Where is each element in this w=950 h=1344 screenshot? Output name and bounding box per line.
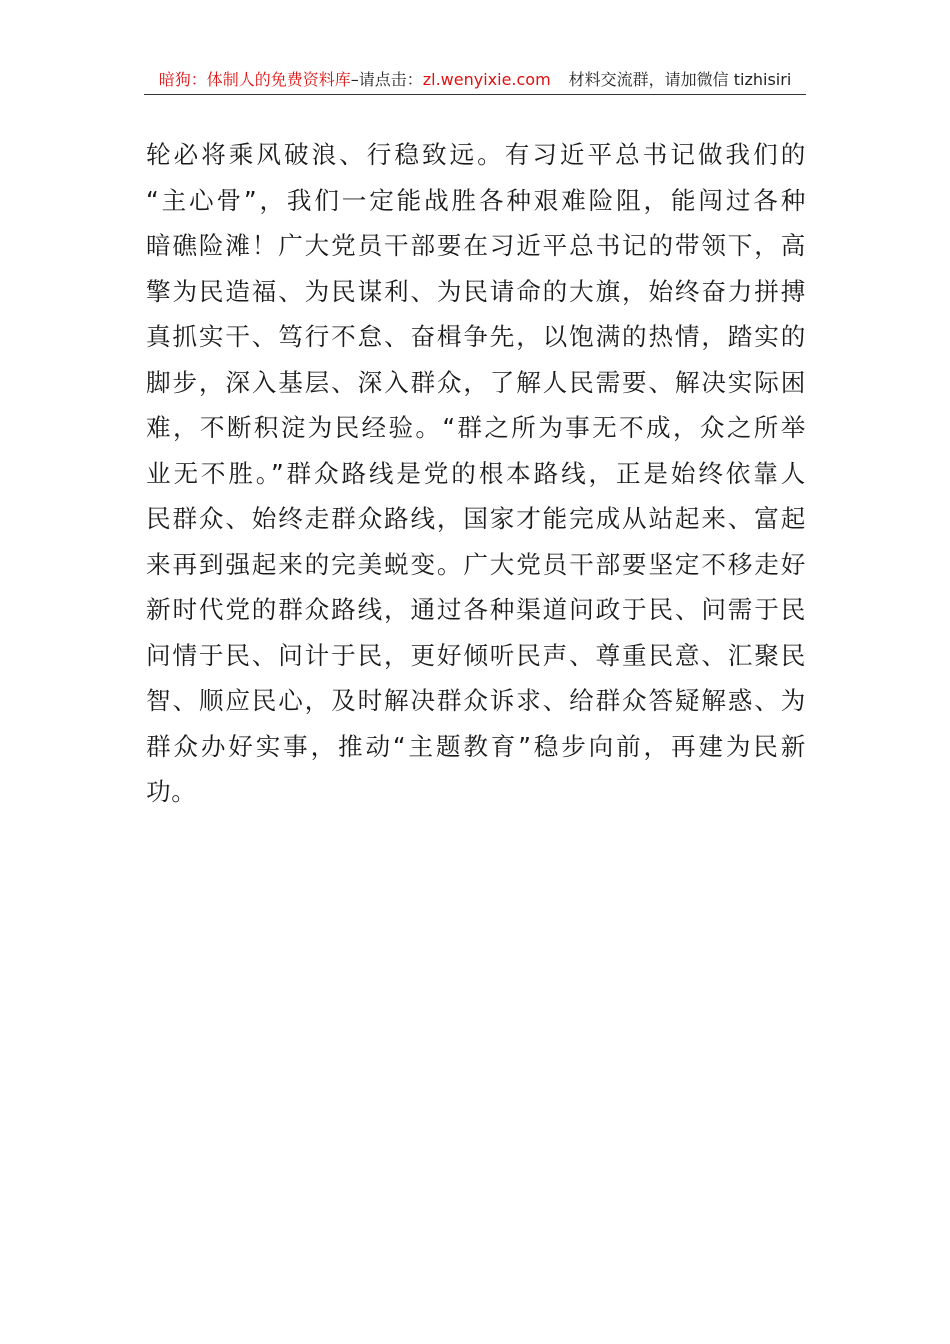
- page-header: [144, 66, 806, 95]
- header-brand: 暗狗：体制人的免费资料库: [158, 70, 351, 89]
- body-line: 群众办好实事，推动“主题教育”稳步向前，再建为民新: [146, 731, 806, 761]
- body-line: 脚步，深入基层、深入群众，了解人民需要、解决实际困: [146, 367, 806, 397]
- body-line: 问情于民、问计于民，更好倾听民声、尊重民意、汇聚民: [146, 640, 806, 670]
- body-line: 新时代党的群众路线，通过各种渠道问政于民、问需于民: [146, 595, 806, 624]
- body-line: 暗礁险滩！广大党员干部要在习近平总书记的带领下，高: [146, 231, 806, 260]
- body-paragraph: [146, 132, 806, 815]
- header-url-link[interactable]: zl.wenyixie.com: [422, 70, 551, 89]
- header-wechat-note: 材料交流群，请加微信 tizhisiri: [568, 70, 792, 89]
- body-line: 智、顺应民心，及时解决群众诉求、给群众答疑解惑、为: [146, 686, 806, 715]
- body-line: 轮必将乘风破浪、行稳致远。有习近平总书记做我们的: [146, 140, 806, 169]
- body-line: 真抓实干、笃行不怠、奋楫争先，以饱满的热情，踏实的: [146, 322, 806, 351]
- header-click-prompt: –请点击：: [350, 70, 423, 89]
- body-line: “主心骨”，我们一定能战胜各种艰难险阻，能闯过各种: [146, 185, 806, 215]
- body-line: 擎为民造福、为民谋利、为民请命的大旗，始终奋力拼搏: [146, 276, 806, 306]
- body-line-last: 功。: [146, 777, 197, 806]
- body-line: 来再到强起来的完美蜕变。广大党员干部要坚定不移走好: [146, 549, 806, 579]
- body-line: 难，不断积淀为民经验。“群之所为事无不成，众之所举: [146, 413, 806, 442]
- body-line: 业无不胜。”群众路线是党的根本路线，正是始终依靠人: [146, 458, 806, 488]
- body-line: 民群众、始终走群众路线，国家才能完成从站起来、富起: [146, 504, 806, 533]
